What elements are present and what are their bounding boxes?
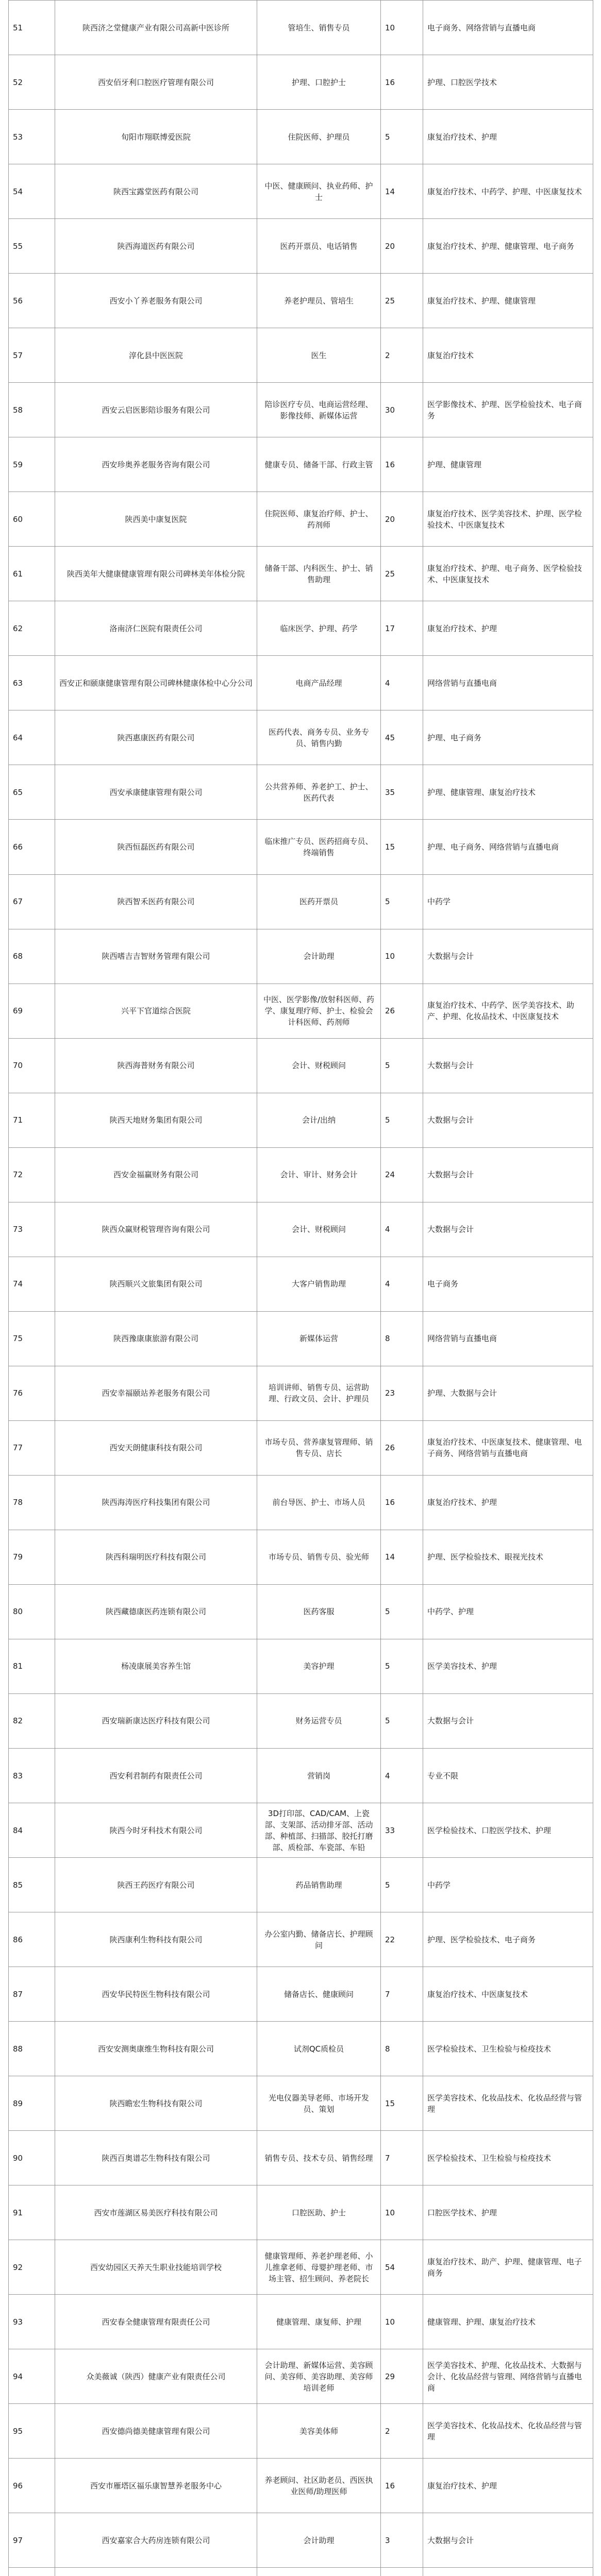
- cell-headcount: 14: [381, 164, 423, 219]
- cell-number: 63: [9, 656, 55, 710]
- cell-number: 60: [9, 492, 55, 547]
- cell-positions: 电商产品经理: [257, 656, 381, 710]
- table-row: [9, 110, 593, 164]
- cell-positions: 陪诊医疗专员、电商运营经理、影像技师、新媒体运营: [257, 383, 381, 437]
- table-row: [9, 929, 593, 984]
- cell-positions: 会计、审计、财务会计: [257, 1147, 381, 1202]
- cell-company: 西安佰牙利口腔医疗管理有限公司: [55, 55, 257, 110]
- cell-company: 洛南济仁医院有限责任公司: [55, 601, 257, 656]
- cell-number: 72: [9, 1147, 55, 1202]
- cell-majors: 网络营销与直播电商: [423, 656, 593, 710]
- cell-majors: 专业不限: [423, 1749, 593, 1803]
- cell-positions: 会计助理: [257, 2513, 381, 2568]
- cell-majors: 大数据与会计: [423, 1147, 593, 1202]
- table-row: [9, 1038, 593, 1093]
- cell-positions: 医药开票员: [257, 874, 381, 929]
- table-row: [9, 984, 593, 1038]
- cell-number: 76: [9, 1366, 55, 1420]
- table-row: [9, 1257, 593, 1311]
- table-row: [9, 2404, 593, 2459]
- cell-positions: 市场专员、营养康复管理师、销售专员、店长: [257, 1420, 381, 1475]
- cell-positions: 新媒体运营: [257, 1311, 381, 1366]
- cell-headcount: 25: [381, 274, 423, 328]
- cell-positions: 医药开票员、电话销售: [257, 219, 381, 274]
- cell-positions: 销售专员、技术专员、销售经理: [257, 2131, 381, 2185]
- cell-headcount: 23: [381, 1366, 423, 1420]
- cell-company: 西安春全健康管理有限责任公司: [55, 2295, 257, 2349]
- cell-positions: 医药客服: [257, 1584, 381, 1639]
- cell-positions: 会计助理、新媒体运营、美容顾问、美容师、美容助理、美容师培训老师: [257, 2349, 381, 2404]
- cell-headcount: 54: [381, 2240, 423, 2295]
- cell-company: 陕西豫康康旅游有限公司: [55, 1311, 257, 1366]
- cell-headcount: 5: [381, 110, 423, 164]
- table-row: [9, 765, 593, 820]
- table-row: [9, 1803, 593, 1858]
- cell-positions: 管培生、销售专员: [257, 1, 381, 55]
- cell-majors: 康复治疗技术、中医康复技术、健康管理、电子商务、网络营销与直播电商: [423, 1420, 593, 1475]
- cell-number: 89: [9, 2076, 55, 2131]
- cell-positions: 储备店长、健康顾问: [257, 1967, 381, 2022]
- cell-majors: 护理、大数据与会计: [423, 1366, 593, 1420]
- cell-majors: 护理、电子商务: [423, 710, 593, 765]
- cell-number: 57: [9, 328, 55, 383]
- table-row: [9, 1420, 593, 1475]
- cell-positions: 口腔医助、护士: [257, 2185, 381, 2240]
- cell-majors: 护理、医学检验技术、眼视光技术: [423, 1530, 593, 1584]
- cell-company: 旬阳市翔联博爱医院: [55, 110, 257, 164]
- cell-number: 77: [9, 1420, 55, 1475]
- cell-majors: 康复治疗技术、中药学、护理、中医康复技术: [423, 164, 593, 219]
- cell-majors: 康复治疗技术、助产、护理、健康管理、电子商务: [423, 2240, 593, 2295]
- cell-headcount: 30: [381, 383, 423, 437]
- cell-company: 西安瑞新康达医疗科技有限公司: [55, 1693, 257, 1748]
- table-row: [9, 55, 593, 110]
- cell-number: 58: [9, 383, 55, 437]
- table-row: [9, 1202, 593, 1257]
- cell-company: 西安金福赢财务有限公司: [55, 1147, 257, 1202]
- cell-headcount: 10: [381, 1, 423, 55]
- cell-headcount: 7: [381, 1967, 423, 2022]
- cell-number: 54: [9, 164, 55, 219]
- table-row: [9, 437, 593, 492]
- cell-company: 陕西王药医疗有限公司: [55, 1858, 257, 1912]
- cell-majors: 大数据与会计: [423, 1202, 593, 1257]
- cell-number: 81: [9, 1639, 55, 1693]
- table-row: [9, 274, 593, 328]
- cell-headcount: 15: [381, 820, 423, 874]
- table-row: [9, 2131, 593, 2185]
- cell-number: 97: [9, 2513, 55, 2568]
- cell-majors: 中药学、护理: [423, 1584, 593, 1639]
- cell-headcount: 20: [381, 219, 423, 274]
- cell-positions: 前台导医、护士、市场人员: [257, 1475, 381, 1530]
- cell-majors: 康复治疗技术、护理: [423, 601, 593, 656]
- cell-number: 96: [9, 2459, 55, 2513]
- table-row: [9, 1584, 593, 1639]
- cell-number: 71: [9, 1093, 55, 1147]
- cell-number: 90: [9, 2131, 55, 2185]
- cell-positions: 养老顾问、社区助老员、西医执业医师/助理医师: [257, 2459, 381, 2513]
- table-row: [9, 656, 593, 710]
- cell-positions: 护理、口腔护士: [257, 55, 381, 110]
- recruitment-table: [8, 0, 593, 2576]
- cell-headcount: 16: [381, 2459, 423, 2513]
- cell-company: 陕西海道医药有限公司: [55, 219, 257, 274]
- cell-positions: 大客户销售助理: [257, 1257, 381, 1311]
- table-row: [9, 1366, 593, 1420]
- cell-positions: 养老护理员、管培生: [257, 274, 381, 328]
- cell-headcount: 5: [381, 874, 423, 929]
- cell-number: 94: [9, 2349, 55, 2404]
- cell-company: 陕西宝露堂医药有限公司: [55, 164, 257, 219]
- table-row: [9, 874, 593, 929]
- cell-company: 西安正和颐康健康管理有限公司碑林健康体检中心分公司: [55, 656, 257, 710]
- cell-headcount: 8: [381, 2022, 423, 2076]
- table-row: [9, 1, 593, 55]
- cell-number: 95: [9, 2404, 55, 2459]
- cell-positions: 美容护理: [257, 1639, 381, 1693]
- cell-company: 陕西众赢财税管理咨询有限公司: [55, 1202, 257, 1257]
- cell-positions: 住院医师、护理员: [257, 110, 381, 164]
- cell-headcount: 16: [381, 1475, 423, 1530]
- cell-headcount: 10: [381, 929, 423, 984]
- cell-headcount: 15: [381, 2076, 423, 2131]
- cell-majors: 医学检验技术、口腔医学技术、护理: [423, 1803, 593, 1858]
- cell-company: 陕西科瑞明医疗科技有限公司: [55, 1530, 257, 1584]
- cell-majors: 康复治疗技术: [423, 328, 593, 383]
- cell-majors: [423, 2568, 593, 2576]
- cell-positions: 医生: [257, 328, 381, 383]
- cell-majors: 大数据与会计: [423, 929, 593, 984]
- table-row: [9, 1858, 593, 1912]
- cell-positions: 健康管理、康复师、护理: [257, 2295, 381, 2349]
- cell-company: 西安幸福颐站养老服务有限公司: [55, 1366, 257, 1420]
- cell-company: 陕西海普财务有限公司: [55, 1038, 257, 1093]
- cell-company: 西安市雁塔区福乐康智慧养老服务中心: [55, 2459, 257, 2513]
- table-row: [9, 1639, 593, 1693]
- cell-number: 86: [9, 1912, 55, 1967]
- cell-positions: 公共营养师、养老护工、护士、医药代表: [257, 765, 381, 820]
- cell-headcount: 2: [381, 2404, 423, 2459]
- cell-majors: 医学检验技术、卫生检验与检疫技术: [423, 2022, 593, 2076]
- cell-headcount: 35: [381, 765, 423, 820]
- cell-number: 56: [9, 274, 55, 328]
- cell-number: 62: [9, 601, 55, 656]
- cell-positions: 临床推广专员、医药招商专员、终端销售: [257, 820, 381, 874]
- table-row: [9, 164, 593, 219]
- cell-positions: 健康专员、储备干部、行政主管: [257, 437, 381, 492]
- cell-majors: 康复治疗技术、中药学、医学美容技术、助产、护理、化妆品技术、中医康复技术: [423, 984, 593, 1038]
- cell-positions: 培训讲师、销售专员、运营助理、行政文员、会计、护理员: [257, 1366, 381, 1420]
- cell-headcount: 22: [381, 1912, 423, 1967]
- cell-number: 67: [9, 874, 55, 929]
- table-row: [9, 2568, 593, 2576]
- cell-headcount: 5: [381, 1639, 423, 1693]
- table-row: [9, 2076, 593, 2131]
- cell-number: [9, 2568, 55, 2576]
- cell-majors: 大数据与会计: [423, 2513, 593, 2568]
- cell-company: 陕西康利生物科技有限公司: [55, 1912, 257, 1967]
- cell-company: 陕西瞻宏生物科技有限公司: [55, 2076, 257, 2131]
- cell-headcount: 10: [381, 2295, 423, 2349]
- cell-headcount: 20: [381, 492, 423, 547]
- cell-majors: 康复治疗技术、中医康复技术: [423, 1967, 593, 2022]
- cell-headcount: 26: [381, 984, 423, 1038]
- cell-majors: 网络营销与直播电商: [423, 1311, 593, 1366]
- cell-number: 73: [9, 1202, 55, 1257]
- cell-number: 64: [9, 710, 55, 765]
- cell-company: 陕西惠康医药有限公司: [55, 710, 257, 765]
- cell-headcount: 26: [381, 1420, 423, 1475]
- cell-majors: 护理、医学检验技术、电子商务: [423, 1912, 593, 1967]
- cell-headcount: [381, 2568, 423, 2576]
- cell-headcount: 24: [381, 1147, 423, 1202]
- cell-majors: 康复治疗技术、护理、健康管理: [423, 274, 593, 328]
- cell-company: 西安天朗健康科技有限公司: [55, 1420, 257, 1475]
- cell-number: 80: [9, 1584, 55, 1639]
- cell-headcount: 29: [381, 2349, 423, 2404]
- cell-positions: 试剂QC质检员: [257, 2022, 381, 2076]
- table-row: [9, 2459, 593, 2513]
- cell-positions: 药品销售助理: [257, 1858, 381, 1912]
- cell-positions: 财务运营专员: [257, 1693, 381, 1748]
- cell-headcount: 45: [381, 710, 423, 765]
- cell-majors: 电子商务: [423, 1257, 593, 1311]
- cell-positions: 市场专员、销售专员、验光师: [257, 1530, 381, 1584]
- table-row: [9, 1693, 593, 1748]
- cell-company: 众美薇诚（陕西）健康产业有限责任公司: [55, 2349, 257, 2404]
- cell-company: 陕西济之堂健康产业有限公司高新中医诊所: [55, 1, 257, 55]
- cell-number: 70: [9, 1038, 55, 1093]
- cell-positions: 美容美体师: [257, 2404, 381, 2459]
- cell-majors: 大数据与会计: [423, 1693, 593, 1748]
- table-row: [9, 1530, 593, 1584]
- cell-majors: 康复治疗技术、护理: [423, 110, 593, 164]
- cell-company: [55, 2568, 257, 2576]
- cell-company: 陕西嗜吉吉智财务管理有限公司: [55, 929, 257, 984]
- cell-number: 61: [9, 547, 55, 601]
- cell-positions: 临床医学、护理、药学: [257, 601, 381, 656]
- cell-number: 88: [9, 2022, 55, 2076]
- cell-company: 杨凌康展美容养生馆: [55, 1639, 257, 1693]
- table-row: [9, 328, 593, 383]
- table-row: [9, 1147, 593, 1202]
- cell-positions: 医药代表、商务专员、业务专员、销售内勤: [257, 710, 381, 765]
- table-row: [9, 219, 593, 274]
- cell-headcount: 4: [381, 1202, 423, 1257]
- cell-company: 淳化县中医医院: [55, 328, 257, 383]
- cell-number: 75: [9, 1311, 55, 1366]
- cell-headcount: 16: [381, 437, 423, 492]
- cell-positions: 住院医师、康复治疗师、护士、药剂师: [257, 492, 381, 547]
- cell-number: 85: [9, 1858, 55, 1912]
- cell-company: 西安幼园区天养天生职业技能培训学校: [55, 2240, 257, 2295]
- cell-headcount: 5: [381, 1858, 423, 1912]
- cell-number: 79: [9, 1530, 55, 1584]
- cell-number: 68: [9, 929, 55, 984]
- table-row: [9, 1475, 593, 1530]
- cell-number: 53: [9, 110, 55, 164]
- cell-positions: 中医、医学影像/放射科医师、药学、康复理疗师、护士、检验会计科医师、药剂师: [257, 984, 381, 1038]
- table-row: [9, 2513, 593, 2568]
- table-row: [9, 1311, 593, 1366]
- cell-number: 78: [9, 1475, 55, 1530]
- table-row: [9, 710, 593, 765]
- cell-company: 陕西百奥谱芯生物科技有限公司: [55, 2131, 257, 2185]
- cell-headcount: 16: [381, 55, 423, 110]
- cell-number: 65: [9, 765, 55, 820]
- cell-headcount: 8: [381, 1311, 423, 1366]
- cell-number: 69: [9, 984, 55, 1038]
- cell-company: 西安珍奥养老服务咨询有限公司: [55, 437, 257, 492]
- cell-headcount: 17: [381, 601, 423, 656]
- cell-positions: 3D打印部、CAD/CAM、上瓷部、支架部、活动排牙部、活动部、种植部、扫描部、胶托打磨部、质检部、车瓷部、车铅: [257, 1803, 381, 1858]
- cell-headcount: 3: [381, 2513, 423, 2568]
- cell-headcount: 4: [381, 1257, 423, 1311]
- cell-positions: 储备干部、内科医生、护士、销售助理: [257, 547, 381, 601]
- cell-majors: 康复治疗技术、护理: [423, 1475, 593, 1530]
- cell-company: 陕西海涛医疗科技集团有限公司: [55, 1475, 257, 1530]
- cell-headcount: 10: [381, 2185, 423, 2240]
- cell-company: 西安德尚德美健康管理有限公司: [55, 2404, 257, 2459]
- cell-positions: 办公室内勤、储备店长、护理顾问: [257, 1912, 381, 1967]
- cell-headcount: 5: [381, 1038, 423, 1093]
- table-row: [9, 547, 593, 601]
- table-row: [9, 1093, 593, 1147]
- cell-company: 西安利君制药有限责任公司: [55, 1749, 257, 1803]
- cell-company: 陕西藏德康医药连锁有限公司: [55, 1584, 257, 1639]
- table-body: [9, 1, 593, 2576]
- cell-majors: 电子商务、网络营销与直播电商: [423, 1, 593, 55]
- cell-majors: 医学美容技术、化妆品技术、化妆品经营与管理: [423, 2076, 593, 2131]
- cell-company: 西安小丫养老服务有限公司: [55, 274, 257, 328]
- cell-majors: 护理、健康管理: [423, 437, 593, 492]
- cell-number: 59: [9, 437, 55, 492]
- cell-majors: 医学美容技术、化妆品技术、化妆品经营与管理: [423, 2404, 593, 2459]
- cell-majors: 康复治疗技术、护理、电子商务、医学检验技术、中医康复技术: [423, 547, 593, 601]
- cell-company: 西安嘉家合大药房连锁有限公司: [55, 2513, 257, 2568]
- cell-company: 西安安测奥康维生物科技有限公司: [55, 2022, 257, 2076]
- cell-positions: 会计、财税顾问: [257, 1202, 381, 1257]
- cell-number: 66: [9, 820, 55, 874]
- cell-majors: 康复治疗技术、医学美容技术、护理、医学检验技术、中医康复技术: [423, 492, 593, 547]
- cell-number: 92: [9, 2240, 55, 2295]
- table-row: [9, 2295, 593, 2349]
- cell-majors: 康复治疗技术、护理、健康管理、电子商务: [423, 219, 593, 274]
- cell-majors: 医学美容技术、护理: [423, 1639, 593, 1693]
- cell-headcount: 25: [381, 547, 423, 601]
- cell-majors: 大数据与会计: [423, 1093, 593, 1147]
- cell-positions: 营销岗: [257, 1749, 381, 1803]
- table-row: [9, 601, 593, 656]
- table-row: [9, 2240, 593, 2295]
- cell-number: 52: [9, 55, 55, 110]
- cell-headcount: 4: [381, 656, 423, 710]
- cell-number: 51: [9, 1, 55, 55]
- cell-majors: 健康管理、护理、康复治疗技术: [423, 2295, 593, 2349]
- cell-positions: 健康管理师、养老护理老师、小儿推拿老师、母婴护理老师、市场主管、招生顾问、养老院长: [257, 2240, 381, 2295]
- cell-company: 陕西智禾医药有限公司: [55, 874, 257, 929]
- cell-headcount: 5: [381, 1093, 423, 1147]
- cell-company: 陕西今时牙科技术有限公司: [55, 1803, 257, 1858]
- table-row: [9, 492, 593, 547]
- cell-majors: 医学美容技术、护理、化妆品技术、大数据与会计、化妆品经营与管理、网络营销与直播电商: [423, 2349, 593, 2404]
- cell-positions: 会计、财税顾问: [257, 1038, 381, 1093]
- cell-majors: 大数据与会计: [423, 1038, 593, 1093]
- cell-company: 兴平下官道综合医院: [55, 984, 257, 1038]
- cell-number: 83: [9, 1749, 55, 1803]
- table-row: [9, 1967, 593, 2022]
- cell-company: 陕西恒磊医药有限公司: [55, 820, 257, 874]
- cell-majors: 康复治疗技术、护理: [423, 2459, 593, 2513]
- cell-number: 74: [9, 1257, 55, 1311]
- table-row: [9, 820, 593, 874]
- cell-majors: 护理、电子商务、网络营销与直播电商: [423, 820, 593, 874]
- cell-company: 陕西顺兴文旅集团有限公司: [55, 1257, 257, 1311]
- table-row: [9, 2349, 593, 2404]
- cell-company: 陕西美中康复医院: [55, 492, 257, 547]
- cell-majors: 护理、健康管理、康复治疗技术: [423, 765, 593, 820]
- cell-majors: 护理、口腔医学技术: [423, 55, 593, 110]
- cell-headcount: 7: [381, 2131, 423, 2185]
- cell-majors: 医学影像技术、护理、医学检验技术、电子商务: [423, 383, 593, 437]
- cell-company: 西安云启医影陪诊服务有限公司: [55, 383, 257, 437]
- cell-positions: 会计/出纳: [257, 1093, 381, 1147]
- table-row: [9, 1749, 593, 1803]
- cell-company: 陕西天地财务集团有限公司: [55, 1093, 257, 1147]
- cell-positions: 中医、健康顾问、执业药师、护士: [257, 164, 381, 219]
- cell-company: 西安华民特医生物科技有限公司: [55, 1967, 257, 2022]
- cell-number: 87: [9, 1967, 55, 2022]
- table-row: [9, 2022, 593, 2076]
- cell-number: 55: [9, 219, 55, 274]
- cell-majors: 中药学: [423, 1858, 593, 1912]
- cell-majors: 口腔医学技术、护理: [423, 2185, 593, 2240]
- cell-number: 91: [9, 2185, 55, 2240]
- cell-number: 84: [9, 1803, 55, 1858]
- cell-headcount: 2: [381, 328, 423, 383]
- cell-company: 西安承康健康管理有限公司: [55, 765, 257, 820]
- cell-number: 93: [9, 2295, 55, 2349]
- cell-majors: 医学检验技术、卫生检验与检疫技术: [423, 2131, 593, 2185]
- cell-headcount: 5: [381, 1693, 423, 1748]
- cell-positions: 会计助理: [257, 929, 381, 984]
- cell-headcount: 5: [381, 1584, 423, 1639]
- cell-headcount: 14: [381, 1530, 423, 1584]
- cell-company: 西安市莲湖区易美医疗科技有限公司: [55, 2185, 257, 2240]
- cell-headcount: 33: [381, 1803, 423, 1858]
- table-row: [9, 1912, 593, 1967]
- table-row: [9, 2185, 593, 2240]
- cell-positions: 光电仪器美导老师、市场开发员、策划: [257, 2076, 381, 2131]
- cell-number: 82: [9, 1693, 55, 1748]
- table-row: [9, 383, 593, 437]
- cell-positions: [257, 2568, 381, 2576]
- cell-majors: 中药学: [423, 874, 593, 929]
- cell-company: 陕西美年大健康健康管理有限公司碑林美年体检分院: [55, 547, 257, 601]
- cell-headcount: 4: [381, 1749, 423, 1803]
